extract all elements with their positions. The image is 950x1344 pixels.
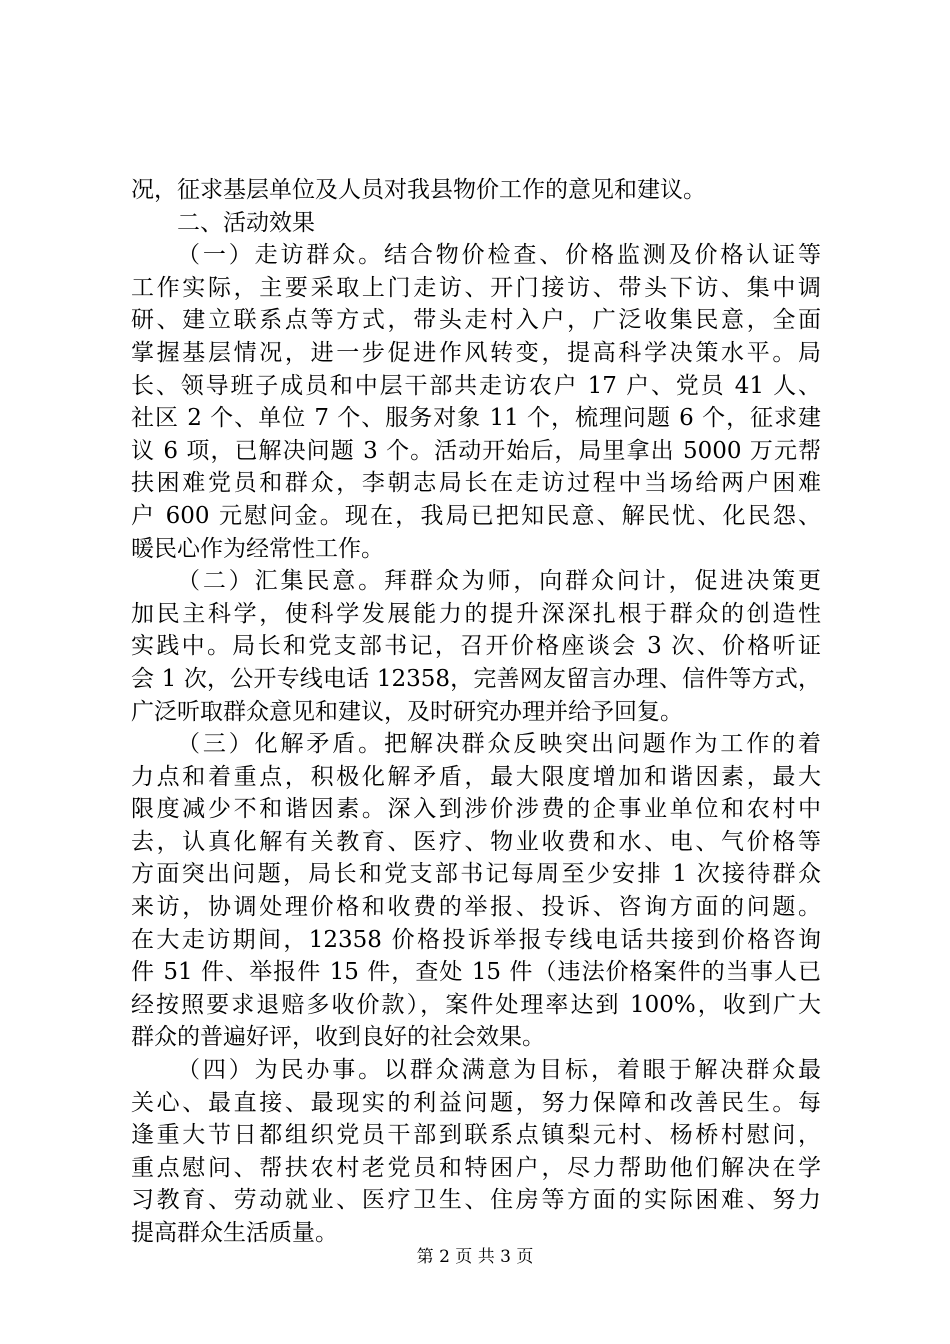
text-line: （二）汇集民意。拜群众为师，向群众问计，促进决策更: [177, 568, 821, 595]
text-line: 社区 2 个、单位 7 个、服务对象 11 个，梳理问题 6 个，征求建: [131, 405, 821, 432]
text-line: 二、活动效果: [177, 209, 315, 236]
text-line: 经按照要求退赔多收价款），案件处理率达到 100%，收到广大: [131, 991, 821, 1018]
text-line: 议 6 项，已解决问题 3 个。活动开始后，局里拿出 5000 万元帮: [131, 437, 821, 464]
text-line: 会 1 次，公开专线电话 12358，完善网友留言办理、信件等方式，: [131, 665, 821, 692]
text-line: 工作实际，主要采取上门走访、开门接访、带头下访、集中调: [131, 274, 821, 301]
text-line: （一）走访群众。结合物价检查、价格监测及价格认证等: [177, 242, 821, 269]
text-line: 长、领导班子成员和中层干部共走访农户 17 户、党员 41 人、: [131, 372, 821, 399]
text-line: 扶困难党员和群众，李朝志局长在走访过程中当场给两户困难: [131, 470, 821, 497]
text-line: 加民主科学，使科学发展能力的提升深深扎根于群众的创造性: [131, 600, 821, 627]
text-line: 暖民心作为经常性工作。: [131, 535, 384, 562]
text-line: 关心、最直接、最现实的利益问题，努力保障和改善民生。每: [131, 1089, 821, 1116]
text-line: 重点慰问、帮扶农村老党员和特困户，尽力帮助他们解决在学: [131, 1154, 821, 1181]
text-line: （三）化解矛盾。把解决群众反映突出问题作为工作的着: [177, 731, 821, 758]
text-line: 户 600 元慰问金。现在，我局已把知民意、解民忧、化民怨、: [131, 502, 821, 529]
text-line: 件 51 件、举报件 15 件，查处 15 件（违法价格案件的当事人已: [131, 959, 821, 986]
text-line: 群众的普遍好评，收到良好的社会效果。: [131, 1024, 545, 1051]
text-line: 在大走访期间，12358 价格投诉举报专线电话共接到价格咨询: [131, 926, 821, 953]
text-line: 习教育、劳动就业、医疗卫生、住房等方面的实际困难、努力: [131, 1187, 821, 1214]
text-line: 逢重大节日都组织党员干部到联系点镇梨元村、杨桥村慰问，: [131, 1122, 821, 1149]
text-line: 力点和着重点，积极化解矛盾，最大限度增加和谐因素，最大: [131, 763, 821, 790]
text-line: 广泛听取群众意见和建议，及时研究办理并给予回复。: [131, 698, 683, 725]
text-line: 实践中。局长和党支部书记，召开价格座谈会 3 次、价格听证: [131, 633, 821, 660]
text-line: 来访，协调处理价格和收费的举报、投诉、咨询方面的问题。: [131, 894, 821, 921]
text-line: 研、建立联系点等方式，带头走村入户，广泛收集民意，全面: [131, 307, 821, 334]
document-body: [131, 174, 821, 1250]
text-line: 方面突出问题，局长和党支部书记每周至少安排 1 次接待群众: [131, 861, 821, 888]
text-line: 况，征求基层单位及人员对我县物价工作的意见和建议。: [131, 177, 706, 203]
page-footer: 第 2 页 共 3 页: [416, 1247, 534, 1267]
text-line: 提高群众生活质量。: [131, 1220, 338, 1246]
text-line: 去，认真化解有关教育、医疗、物业收费和水、电、气价格等: [131, 828, 821, 855]
text-line: 限度减少不和谐因素。深入到涉价涉费的企事业单位和农村中: [131, 796, 821, 823]
text-line: 掌握基层情况，进一步促进作风转变，提高科学决策水平。局: [131, 339, 821, 366]
text-line: （四）为民办事。以群众满意为目标，着眼于解决群众最: [177, 1057, 821, 1084]
